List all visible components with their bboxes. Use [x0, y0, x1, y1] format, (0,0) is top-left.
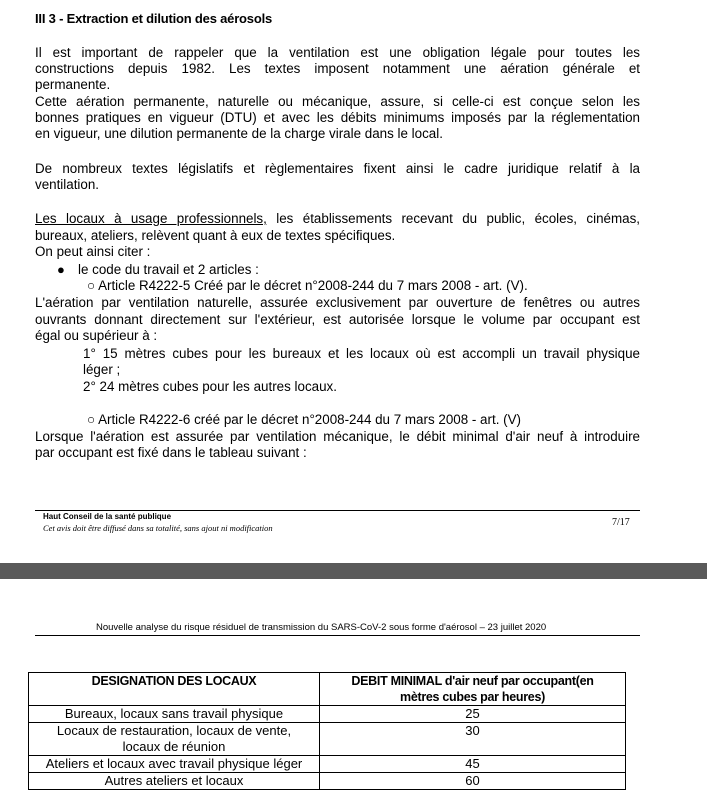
para2-line2: ventilation. [35, 177, 100, 192]
table-row [29, 756, 626, 773]
article1-line3: égal ou supérieur à : [35, 328, 158, 343]
table-row [29, 723, 626, 756]
table-cell-value: 60 [320, 773, 626, 790]
article1-title: ○ Article R4222-5 Créé par le décret n°2008-244 du 7 mars 2008 - art. (V). [87, 278, 528, 293]
table-cell-designation: Ateliers et locaux avec travail physique léger [29, 756, 320, 773]
item2: 2° 24 mètres cubes pour les autres locaux. [83, 379, 337, 394]
designation-line1: Locaux de restauration, locaux de vente, [56, 723, 292, 738]
designation-line2: locaux de réunion [122, 739, 226, 754]
table-cell-designation [29, 723, 320, 756]
item1-line1: 1° 15 mètres cubes pour les bureaux et les locaux où est accompli un travail physique [83, 346, 640, 361]
table-cell-designation: Bureaux, locaux sans travail physique [29, 706, 320, 723]
table-header-row [29, 673, 626, 706]
para1-line2: constructions depuis 1982. Les textes imposent notamment une aération générale et [35, 61, 640, 76]
ventilation-table [28, 672, 626, 790]
para3-line1 [35, 211, 640, 227]
footer-rule [35, 510, 640, 511]
debit-header-line1: DEBIT MINIMAL d'air neuf par occupant(en [351, 674, 594, 688]
para3-line1-rest: les établissements recevant du public, écoles, cinémas, [266, 211, 640, 226]
table-cell-value: 30 [320, 723, 626, 756]
table-header-debit [320, 673, 626, 706]
article1-line1: L'aération par ventilation naturelle, assurée exclusivement par ouverture de fenêtres ou autres [35, 295, 640, 310]
table-cell-value: 25 [320, 706, 626, 723]
article2-line2: par occupant est fixé dans le tableau suivant : [35, 445, 307, 460]
item1-line2: léger ; [83, 362, 121, 377]
para3-line3: On peut ainsi citer : [35, 244, 151, 259]
bullet-dot-icon: ● [57, 262, 65, 277]
table-row [29, 773, 626, 790]
para1-line3: permanente. [35, 77, 111, 92]
para1-line6: en vigueur, une dilution permanente de la charge virale dans le local. [35, 126, 443, 141]
page-number: 7/17 [612, 517, 630, 528]
table-row [29, 706, 626, 723]
underlined-phrase: Les locaux à usage professionnels, [35, 211, 267, 226]
article1-line2: ouvrants donnant directement sur l'extérieur, est autorisée lorsque le volume par occupant est [35, 312, 640, 327]
debit-header-line2: mètres cubes par heures) [400, 690, 545, 704]
para1-line1: Il est important de rappeler que la ventilation est une obligation légale pour toutes les [35, 45, 640, 60]
table-cell-value: 45 [320, 756, 626, 773]
para3-line2: bureaux, ateliers, relèvent quant à eux de textes spécifiques. [35, 228, 396, 243]
header-rule [35, 635, 640, 636]
section-title: III 3 - Extraction et dilution des aérosols [35, 11, 273, 26]
para1-line5: bonnes pratiques en vigueur (DTU) et avec les débits minimums imposés par la réglementation [35, 110, 640, 125]
table-header-designation: DESIGNATION DES LOCAUX [29, 673, 320, 706]
page-separator [0, 563, 707, 579]
footer-org: Haut Conseil de la santé publique [43, 512, 172, 521]
document-page-2 [0, 579, 707, 802]
table-cell-designation: Autres ateliers et locaux [29, 773, 320, 790]
page-header: Nouvelle analyse du risque résiduel de transmission du SARS-CoV-2 sous forme d'aérosol – 23 juillet 2020 [96, 622, 547, 633]
para2-line1: De nombreux textes législatifs et règlementaires fixent ainsi le cadre juridique relatif à la [35, 161, 640, 176]
bullet-text: le code du travail et 2 articles : [78, 262, 259, 277]
footer-notice: Cet avis doit être diffusé dans sa totalité, sans ajout ni modification [43, 523, 273, 533]
article2-line1: Lorsque l'aération est assurée par ventilation mécanique, le débit minimal d'air neuf à introduire [35, 429, 640, 444]
article2-title: ○ Article R4222-6 créé par le décret n°2008-244 du 7 mars 2008 - art. (V) [87, 412, 521, 427]
para1-line4: Cette aération permanente, naturelle ou mécanique, assure, si celle-ci est conçue selon les [35, 94, 640, 109]
